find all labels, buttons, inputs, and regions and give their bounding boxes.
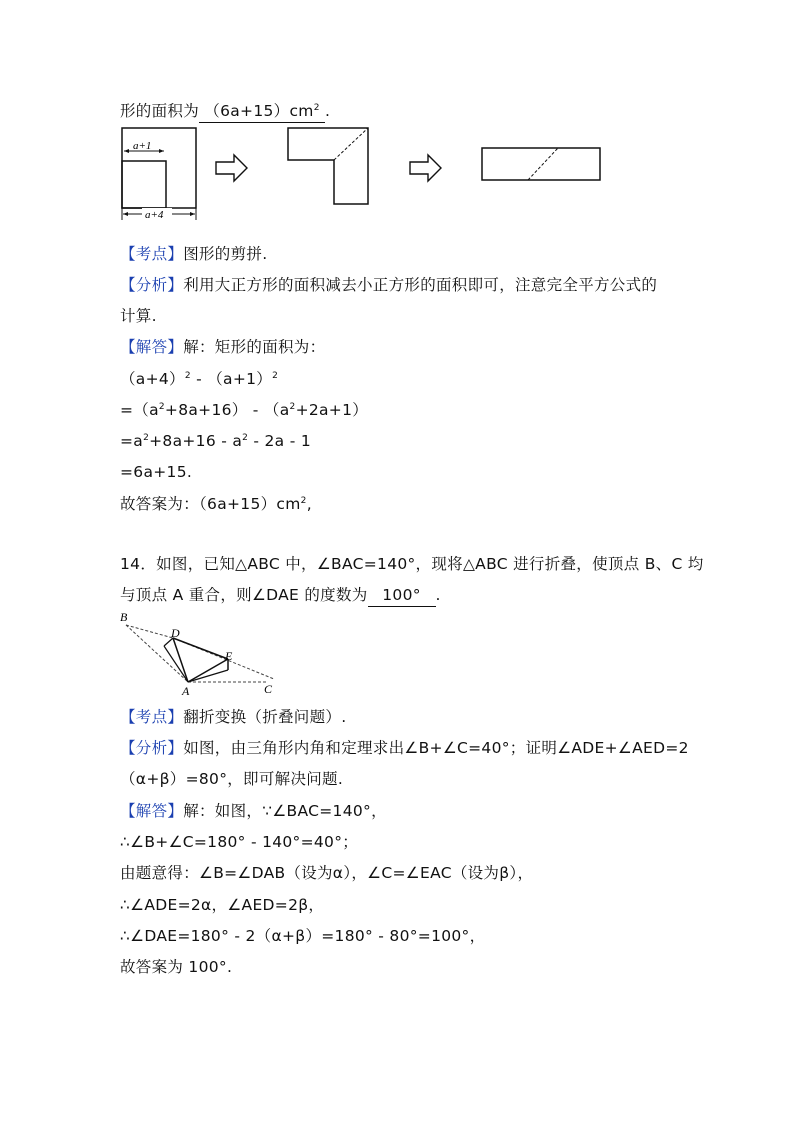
q13-answer-blank <box>199 100 325 123</box>
q13-fenxi-1 <box>120 274 657 296</box>
label-E: E <box>225 649 233 663</box>
fenxi-text: 利用大正方形的面积减去小正方形的面积即可，注意完全平方公式的 <box>183 276 658 294</box>
line-DE <box>173 638 228 659</box>
label-a-plus-4: a+4 <box>145 209 164 221</box>
step-sup: 2 <box>184 371 191 381</box>
q14-kaodian <box>120 706 346 728</box>
conclusion-sup: 2 <box>300 496 307 506</box>
step-part: +2a+1） <box>295 401 369 419</box>
step-part: =（a <box>120 401 159 419</box>
dim-bottom-arrow-left <box>123 212 128 216</box>
q13-answer-prefix: 形的面积为 <box>120 102 200 120</box>
label-a-plus-1: a+1 <box>133 140 152 152</box>
q13-kaodian <box>120 243 267 265</box>
step-sup: 2 <box>143 433 150 443</box>
q14-stem-prefix: 与顶点 A 重合，则∠DAE 的度数为 <box>120 586 368 604</box>
jieda-text: 解：矩形的面积为： <box>183 338 326 356</box>
q13-answer-suffix: . <box>325 102 331 120</box>
conclusion-text: 故答案为：（6a+15）cm <box>120 495 301 513</box>
q14-line-2: 由题意得：∠B=∠DAB（设为α），∠C=∠EAC（设为β）， <box>120 864 534 882</box>
kaodian-tag: 【考点】 <box>120 245 184 263</box>
q13-conclusion <box>120 493 312 515</box>
label-B: B <box>120 610 128 624</box>
step-sup: 2 <box>158 402 165 412</box>
label-C: C <box>264 682 273 696</box>
line-AE <box>188 659 228 682</box>
q13-fenxi-2: 计算. <box>120 307 157 325</box>
q13-answer-sup: 2 <box>313 103 320 113</box>
jieda-tag: 【解答】 <box>120 338 184 356</box>
q13-step-2 <box>120 399 368 421</box>
line-DA <box>173 638 188 682</box>
q13-step-4 <box>120 461 192 483</box>
q14-fenxi-1 <box>120 737 689 759</box>
small-square <box>122 161 166 208</box>
line-BD <box>126 625 173 638</box>
kaodian-text: 翻折变换（折叠问题）. <box>183 708 347 726</box>
jieda-tag: 【解答】 <box>120 802 184 820</box>
dim-bottom-arrow-right <box>190 212 195 216</box>
step-part: （a+4） <box>120 370 185 388</box>
step-part: - 2a - 1 <box>248 432 311 450</box>
label-A: A <box>182 684 190 698</box>
q13-step-1 <box>120 368 278 390</box>
fenxi-tag: 【分析】 <box>120 739 184 757</box>
q14-line-3: ∴∠ADE=2α，∠AED=2β， <box>120 896 325 914</box>
kaodian-text: 图形的剪拼. <box>183 245 268 263</box>
line-fold-A <box>188 670 228 682</box>
result-rectangle <box>482 148 600 180</box>
conclusion-suffix: , <box>306 495 312 513</box>
q14-stem-suffix: . <box>435 586 441 604</box>
q14-line-1: ∴∠B+∠C=180° - 140°=40°； <box>120 833 359 851</box>
q13-jieda <box>120 336 325 358</box>
kaodian-tag: 【考点】 <box>120 708 184 726</box>
step-sup: 2 <box>242 433 249 443</box>
dim-top-arrow-left <box>124 149 129 153</box>
q14-jieda <box>120 800 387 822</box>
q13-answer-value: （6a+15）cm <box>204 102 314 120</box>
fenxi-tag: 【分析】 <box>120 276 184 294</box>
step-sup: 2 <box>289 402 296 412</box>
step-part: +8a+16） - （a <box>164 401 290 419</box>
step-sup: 2 <box>272 371 279 381</box>
q14-answer-blank <box>368 584 436 607</box>
q14-stem-2 <box>120 584 441 607</box>
step-part: =a <box>120 432 144 450</box>
q14-stem-1: 14．如图，已知△ABC 中，∠BAC=140°，现将△ABC 进行折叠，使顶点 B、C 均 <box>120 555 704 573</box>
step-part: - （a+1） <box>190 370 273 388</box>
dim-top-arrow-right <box>159 149 164 153</box>
q13-figure <box>118 124 608 224</box>
q14-fenxi-2: （α+β）=80°，即可解决问题. <box>120 770 344 788</box>
line-D-fold <box>164 646 188 682</box>
arrow-right-icon <box>410 155 441 181</box>
q13-answer-line <box>120 100 330 123</box>
step-part: +8a+16 - a <box>149 432 243 450</box>
label-D: D <box>171 626 180 640</box>
jieda-text: 解：如图，∵∠BAC=140°， <box>183 802 387 820</box>
fenxi-text: 如图，由三角形内角和定理求出∠B+∠C=40°；证明∠ADE+∠AED=2 <box>183 739 689 757</box>
q13-step-3 <box>120 430 311 452</box>
q14-line-5: 故答案为 100°. <box>120 958 233 976</box>
q14-answer-value: 100° <box>382 586 421 604</box>
q14-line-4: ∴∠DAE=180° - 2（α+β）=180° - 80°=100°， <box>120 927 486 945</box>
step-part: =6a+15. <box>120 463 193 481</box>
arrow-right-icon <box>216 155 247 181</box>
rectangle-cut <box>528 148 558 180</box>
q14-figure <box>118 608 288 698</box>
l-shape-cut <box>334 128 368 160</box>
